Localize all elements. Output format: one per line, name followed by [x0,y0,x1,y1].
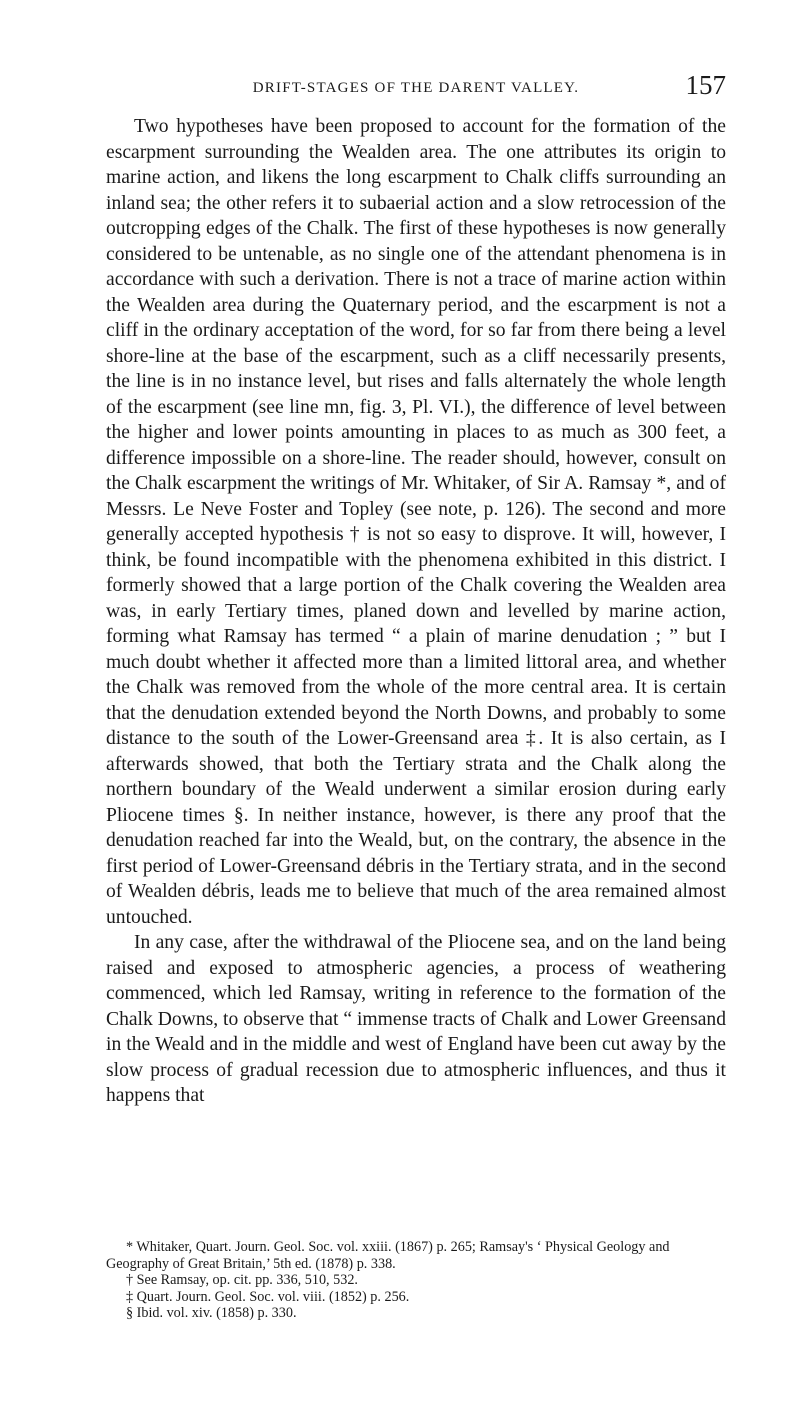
footnote: § Ibid. vol. xiv. (1858) p. 330. [126,1305,297,1321]
page-number: 157 [685,70,726,100]
running-title: DRIFT-STAGES OF THE DARENT VALLEY. [252,80,580,96]
footnote: † See Ramsay, op. cit. pp. 336, 510, 532. [126,1272,358,1288]
footnote: * Whitaker, Quart. Journ. Geol. Soc. vol. xxiii. (1867) p. 265; Ramsay's ‘ Physical Geology and Geography of Great Britain,’ 5th ed. (1878) p. 338. [106,1239,670,1272]
paragraph: Two hypotheses have been proposed to account for the formation of the escarpment surrounding the Wealden area. The one attributes its origin to marine action, and likens the long escarpment to Chalk cliffs surrounding an inland sea; the other refers it to subaerial action and a slow retrocession of the outcropping edges of the Chalk. The first of these hypotheses is now generally considered to be untenable, as no single one of the attendant phenomena is in accordance with such a derivation. There is not a trace of marine action within the Wealden area during the Quaternary period, and the escarpment is not a cliff in the ordinary acceptation of the word, for so far from there being a level shore-line at the base of the escarpment, such as a cliff necessarily presents, the line is in no instance level, but rises and falls alternately the whole length of the escarpment (see line mn, fig. 3, Pl. VI.), the difference of level between the higher and lower points amounting in places to as much as 300 feet, a difference impossible on a shore-line. The reader should, however, consult on the Chalk escarpment the writings of Mr. Whitaker, of Sir A. Ramsay *, and of Messrs. Le Neve Foster and Topley (see note, p. 126). The second and more generally accepted hypothesis † is not so easy to disprove. It will, however, I think, be found incompatible with the phenomena exhibited in this district. I formerly showed that a large portion of the Chalk covering the Wealden area was, in early Tertiary times, planed down and levelled by marine action, forming what Ramsay has termed “ a plain of marine denudation ; ” but I much doubt whether it affected more than a limited littoral area, and whether the Chalk was removed from the whole of the more central area. It is certain that the denudation extended beyond the North Downs, and probably to some distance to the south of the Lower-Greensand area ‡. It is also certain, as I afterwards showed, that both the Tertiary strata and the Chalk along the northern boundary of the Weald underwent a similar erosion during early Pliocene times §. In neither instance, however, is there any proof that the denudation reached far into the Weald, but, on the contrary, the absence in the first period of Lower-Greensand débris in the Tertiary strata, and in the second of Wealden débris, leads me to believe that much of the area remained almost untouched. [106,116,726,928]
paragraph: In any case, after the withdrawal of the Pliocene sea, and on the land being raised and exposed to atmospheric agencies, a process of weathering commenced, which led Ramsay, writing in reference to the formation of the Chalk Downs, to observe that “ immense tracts of Chalk and Lower Greensand in the Weald and in the middle and west of England have been cut away by the slow process of gradual recession due to atmospheric influences, and thus it happens that [106,932,726,1106]
footnotes [106,1239,726,1322]
footnote: ‡ Quart. Journ. Geol. Soc. vol. viii. (1852) p. 256. [126,1288,410,1305]
running-head [106,70,726,114]
body-text [106,114,726,1109]
